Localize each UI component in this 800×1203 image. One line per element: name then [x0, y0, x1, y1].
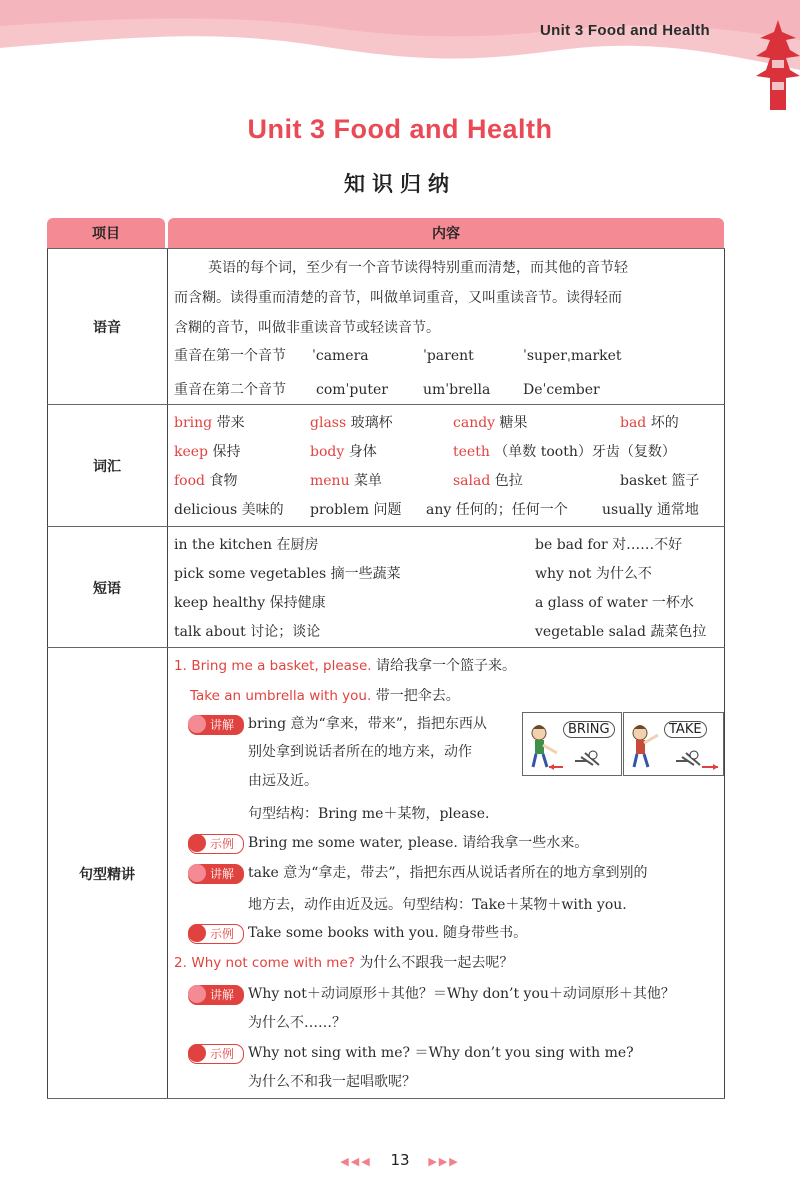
take-label: TAKE	[664, 721, 707, 738]
phrase-item: why not 为什么不	[535, 566, 652, 582]
vocab-item: problem 问题	[310, 502, 402, 518]
why-example-line: Why not sing with me? ＝Why don’t you sing with me?	[248, 1045, 634, 1061]
page-footer	[0, 1151, 800, 1169]
table-border-right	[724, 248, 725, 1098]
explain-tag: 讲解	[188, 864, 244, 884]
vocab-item: glass 玻璃杯	[310, 415, 393, 431]
row-divider	[47, 404, 725, 405]
vocab-item: teeth （单数 tooth）牙齿（复数）	[453, 444, 676, 460]
bring-explanation-line: 由远及近。	[248, 773, 318, 789]
pronunciation-paragraph-line: 英语的每个词，至少有一个音节读得特别重而清楚，而其他的音节轻	[208, 260, 628, 276]
vocab-item: body 身体	[310, 444, 377, 460]
stress-word: ˈcamera	[312, 348, 369, 364]
example-tag: 示例	[188, 1044, 244, 1064]
vocab-item: candy 糖果	[453, 415, 528, 431]
bring-example: Bring me some water, please. 请给我拿一些水来。	[248, 835, 589, 851]
vocab-item: salad 色拉	[453, 473, 523, 489]
bring-explanation-line: bring 意为“拿来，带来”，指把东西从	[248, 716, 487, 732]
pronunciation-paragraph-line: 而含糊。读得重而清楚的音节，叫做单词重音，又叫重读音节。读得轻而	[174, 290, 622, 306]
stress-word: ˈparent	[423, 348, 474, 364]
why-example-line: 为什么不和我一起唱歌呢？	[248, 1074, 416, 1090]
phrase-item: keep healthy 保持健康	[174, 595, 326, 611]
vocab-item: food 食物	[174, 473, 238, 489]
example-tag: 示例	[188, 834, 244, 854]
take-explanation-line: 地方去，动作由近及远。句型结构：Take＋某物＋with you.	[248, 897, 627, 913]
vocab-item: any 任何的；任何一个	[426, 502, 568, 518]
row-divider	[47, 647, 725, 648]
stress-word: comˈputer	[316, 382, 388, 398]
column-header-content: 内容	[168, 218, 724, 248]
phrase-item: in the kitchen 在厨房	[174, 537, 319, 553]
take-explanation-line: take 意为“拿走，带去”，指把东西从说话者所在的地方拿到别的	[248, 865, 648, 881]
stress-word: ˈsuperˌmarket	[523, 348, 622, 364]
phrase-item: be bad for 对……不好	[535, 537, 683, 553]
table-border-bottom	[47, 1098, 725, 1099]
row-divider	[47, 248, 725, 249]
vocab-item: delicious 美味的	[174, 502, 284, 518]
vocab-item: keep 保持	[174, 444, 241, 460]
take-illustration	[623, 712, 724, 776]
table-divider	[167, 248, 168, 1098]
header-band	[0, 0, 800, 110]
table-border-left	[47, 248, 48, 1098]
stress-first-label: 重音在第一个音节	[174, 348, 286, 364]
vocab-item: usually 通常地	[602, 502, 699, 518]
row-label-phrases: 短语	[93, 580, 121, 596]
stress-word: Deˈcember	[523, 382, 600, 398]
vocab-item: basket 篮子	[620, 473, 700, 489]
example-tag: 示例	[188, 924, 244, 944]
row-divider	[47, 526, 725, 527]
explain-tag: 讲解	[188, 715, 244, 735]
bring-explanation-line: 别处拿到说话者所在的地方来，动作	[248, 744, 472, 760]
why-explanation-line: 为什么不……？	[248, 1015, 346, 1031]
stress-second-label: 重音在第二个音节	[174, 382, 286, 398]
page-number: 13	[390, 1151, 410, 1169]
vocab-item: bad 坏的	[620, 415, 679, 431]
bring-pattern: 句型结构：Bring me＋某物，please.	[248, 806, 490, 822]
bring-illustration	[522, 712, 622, 776]
sentence-1: 1. Bring me a basket, please. 请给我拿一个篮子来。	[174, 658, 517, 674]
phrase-item: vegetable salad 蔬菜色拉	[535, 624, 707, 640]
sentence-2: 2. Why not come with me? 为什么不跟我一起去呢？	[174, 955, 514, 971]
phrase-item: pick some vegetables 摘一些蔬菜	[174, 566, 401, 582]
header-unit-label: Unit 3 Food and Health	[540, 22, 710, 39]
explain-tag: 讲解	[188, 985, 244, 1005]
row-label-sentences: 句型精讲	[79, 866, 135, 882]
stress-word: umˈbrella	[423, 382, 491, 398]
page-title: Unit 3 Food and Health	[247, 114, 553, 144]
sentence-1b: Take an umbrella with you. 带一把伞去。	[190, 688, 460, 704]
prev-arrows-icon: ◀◀◀	[340, 1155, 372, 1168]
row-label-pronunciation: 语音	[93, 319, 121, 335]
vocab-item: bring 带来	[174, 415, 245, 431]
phrase-item: talk about 讨论；谈论	[174, 624, 321, 640]
section-subtitle: 知识归纳	[344, 173, 456, 196]
bring-label: BRING	[563, 721, 615, 738]
vocab-item: menu 菜单	[310, 473, 383, 489]
why-explanation-line: Why not＋动词原形＋其他？＝Why don’t you＋动词原形＋其他？	[248, 986, 675, 1002]
phrase-item: a glass of water 一杯水	[535, 595, 694, 611]
row-label-vocabulary: 词汇	[93, 458, 121, 474]
next-arrows-icon: ▶▶▶	[428, 1155, 460, 1168]
pronunciation-paragraph-line: 含糊的音节，叫做非重读音节或轻读音节。	[174, 320, 440, 336]
column-header-item: 项目	[47, 218, 165, 248]
take-example: Take some books with you. 随身带些书。	[248, 925, 528, 941]
pagoda-icon	[756, 20, 800, 110]
